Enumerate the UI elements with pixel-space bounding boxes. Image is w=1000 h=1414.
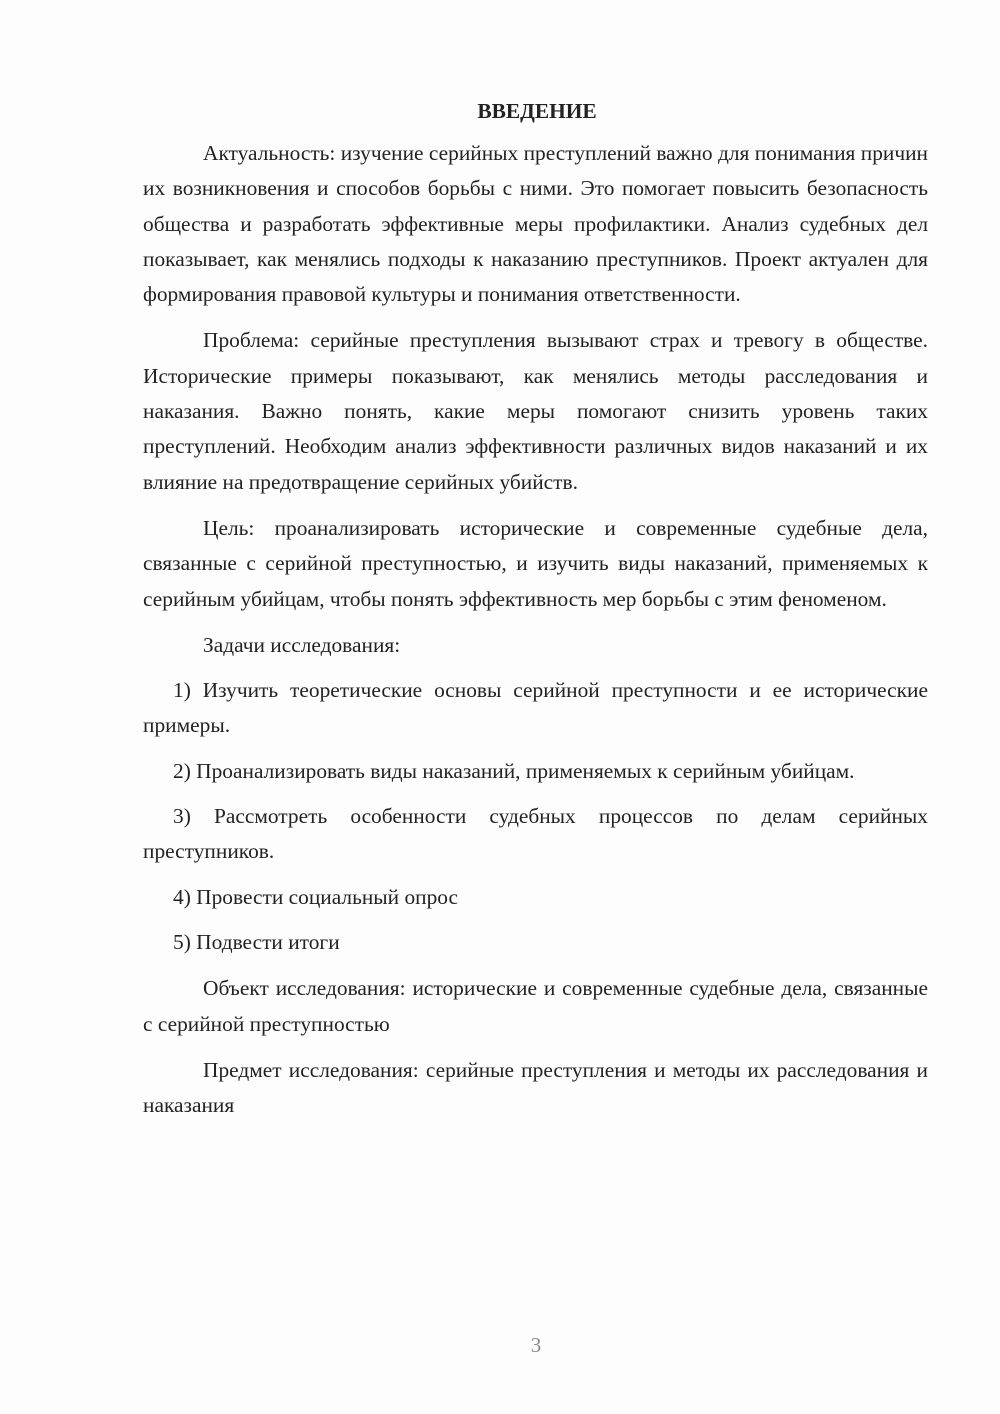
subject-paragraph: Предмет исследования: серийные преступления и методы их расследования и наказания	[143, 1057, 928, 1118]
problem-paragraph: Проблема: серийные преступления вызывают страх и тревогу в обществе. Исторические примеры показывают, как менялись методы расследования и наказания. Важно понять, какие меры помогают снизить уровень таких преступлений. Необходим анализ эффективности различных видов наказаний и их влияние на предотвращение серийных убийств.	[143, 328, 928, 494]
object-paragraph: Объект исследования: исторические и современные судебные дела, связанные с серийной преступностью	[143, 976, 928, 1036]
page-number: 3	[530, 1333, 542, 1357]
task-item: 1) Изучить теоретические основы серийной преступности и ее исторические примеры.	[143, 678, 928, 738]
goal-paragraph: Цель: проанализировать исторические и современные судебные дела, связанные с серийной преступностью, и изучить виды наказаний, применяемых к серийным убийцам, чтобы понять эффективность мер борьбы с этим феноменом.	[143, 515, 928, 611]
task-item: 3) Рассмотреть особенности судебных процессов по делам серийных преступников.	[143, 804, 928, 864]
tasks-heading: Задачи исследования:	[203, 632, 401, 657]
task-item: 2) Проанализировать виды наказаний, применяемых к серийным убийцам.	[173, 758, 855, 783]
task-item: 4) Провести социальный опрос	[173, 884, 459, 909]
task-item: 5) Подвести итоги	[173, 929, 340, 954]
page-title: ВВЕДЕНИЕ	[477, 99, 597, 123]
page-content	[143, 94, 928, 1123]
relevance-paragraph: Актуальность: изучение серийных преступлений важно для понимания причин их возникновения и способов борьбы с ними. Это помогает повысить безопасность общества и разработать эффективные меры профилактики. Анализ судебных дел показывает, как менялись подходы к наказанию преступников. Проект актуален для формирования правовой культуры и понимания ответственности.	[143, 141, 928, 307]
